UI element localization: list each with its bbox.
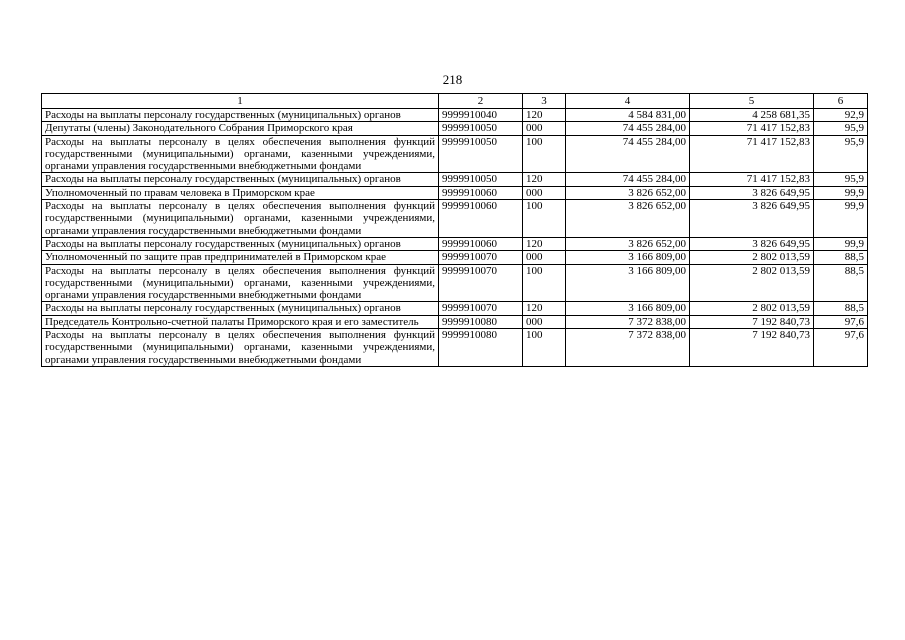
table-row — [42, 264, 868, 302]
row-type-cell: 000 — [523, 186, 566, 199]
header-cell: 3 — [523, 94, 566, 109]
row-fact-cell: 2 802 013,59 — [690, 302, 814, 315]
row-type-cell: 100 — [523, 329, 566, 367]
table-row — [42, 237, 868, 250]
row-fact-cell: 2 802 013,59 — [690, 251, 814, 264]
table-row — [42, 315, 868, 328]
row-code-cell: 9999910070 — [439, 264, 523, 302]
row-code-cell: 9999910040 — [439, 109, 523, 122]
row-type-cell: 000 — [523, 315, 566, 328]
row-plan-cell: 3 826 652,00 — [566, 237, 690, 250]
header-cell: 1 — [42, 94, 439, 109]
header-cell: 4 — [566, 94, 690, 109]
row-code-cell: 9999910050 — [439, 122, 523, 135]
row-code-cell: 9999910080 — [439, 329, 523, 367]
row-name-cell: Расходы на выплаты персоналу в целях обеспечения выполнения функций государственными (муниципальными) органами, казенными учреждениями, органами управления государственными внебюджетными фондами — [42, 200, 439, 238]
row-name-cell: Расходы на выплаты персоналу в целях обеспечения выполнения функций государственными (муниципальными) органами, казенными учреждениями, органами управления государственными внебюджетными фондами — [42, 264, 439, 302]
row-percent-cell: 92,9 — [814, 109, 868, 122]
row-name-cell: Расходы на выплаты персоналу государственных (муниципальных) органов — [42, 302, 439, 315]
row-percent-cell: 88,5 — [814, 302, 868, 315]
row-percent-cell: 99,9 — [814, 200, 868, 238]
table-row — [42, 173, 868, 186]
table-row — [42, 329, 868, 367]
row-name-cell: Уполномоченный по защите прав предпринимателей в Приморском крае — [42, 251, 439, 264]
row-code-cell: 9999910070 — [439, 302, 523, 315]
table-row — [42, 122, 868, 135]
row-type-cell: 100 — [523, 264, 566, 302]
row-percent-cell: 99,9 — [814, 186, 868, 199]
row-plan-cell: 3 166 809,00 — [566, 302, 690, 315]
row-type-cell: 120 — [523, 109, 566, 122]
row-type-cell: 000 — [523, 122, 566, 135]
row-fact-cell: 3 826 649,95 — [690, 200, 814, 238]
row-code-cell: 9999910060 — [439, 186, 523, 199]
row-code-cell: 9999910070 — [439, 251, 523, 264]
row-name-cell: Расходы на выплаты персоналу государственных (муниципальных) органов — [42, 237, 439, 250]
row-percent-cell: 99,9 — [814, 237, 868, 250]
row-fact-cell: 4 258 681,35 — [690, 109, 814, 122]
row-name-cell: Уполномоченный по правам человека в Приморском крае — [42, 186, 439, 199]
row-type-cell: 100 — [523, 135, 566, 173]
table-row — [42, 200, 868, 238]
row-plan-cell: 3 826 652,00 — [566, 186, 690, 199]
row-percent-cell: 88,5 — [814, 264, 868, 302]
row-code-cell: 9999910080 — [439, 315, 523, 328]
row-fact-cell: 3 826 649,95 — [690, 186, 814, 199]
row-code-cell: 9999910060 — [439, 200, 523, 238]
header-cell: 2 — [439, 94, 523, 109]
table-row — [42, 302, 868, 315]
row-name-cell: Расходы на выплаты персоналу в целях обеспечения выполнения функций государственными (муниципальными) органами, казенными учреждениями, органами управления государственными внебюджетными фондами — [42, 135, 439, 173]
row-type-cell: 000 — [523, 251, 566, 264]
row-percent-cell: 97,6 — [814, 329, 868, 367]
row-percent-cell: 88,5 — [814, 251, 868, 264]
row-fact-cell: 71 417 152,83 — [690, 173, 814, 186]
table-row — [42, 135, 868, 173]
row-name-cell: Расходы на выплаты персоналу государственных (муниципальных) органов — [42, 173, 439, 186]
row-type-cell: 120 — [523, 173, 566, 186]
row-plan-cell: 74 455 284,00 — [566, 122, 690, 135]
page-number: 218 — [442, 72, 463, 87]
row-code-cell: 9999910050 — [439, 173, 523, 186]
row-percent-cell: 95,9 — [814, 122, 868, 135]
row-fact-cell: 2 802 013,59 — [690, 264, 814, 302]
row-fact-cell: 3 826 649,95 — [690, 237, 814, 250]
header-cell: 6 — [814, 94, 868, 109]
row-code-cell: 9999910050 — [439, 135, 523, 173]
budget-table — [41, 93, 868, 367]
row-percent-cell: 97,6 — [814, 315, 868, 328]
row-type-cell: 120 — [523, 237, 566, 250]
row-percent-cell: 95,9 — [814, 173, 868, 186]
row-plan-cell: 74 455 284,00 — [566, 173, 690, 186]
table-row — [42, 109, 868, 122]
row-fact-cell: 71 417 152,83 — [690, 135, 814, 173]
row-name-cell: Депутаты (члены) Законодательного Собрания Приморского края — [42, 122, 439, 135]
row-plan-cell: 3 826 652,00 — [566, 200, 690, 238]
row-plan-cell: 74 455 284,00 — [566, 135, 690, 173]
row-name-cell: Расходы на выплаты персоналу государственных (муниципальных) органов — [42, 109, 439, 122]
row-plan-cell: 4 584 831,00 — [566, 109, 690, 122]
row-percent-cell: 95,9 — [814, 135, 868, 173]
row-name-cell: Председатель Контрольно-счетной палаты Приморского края и его заместитель — [42, 315, 439, 328]
row-plan-cell: 3 166 809,00 — [566, 264, 690, 302]
row-fact-cell: 7 192 840,73 — [690, 329, 814, 367]
row-fact-cell: 71 417 152,83 — [690, 122, 814, 135]
row-plan-cell: 7 372 838,00 — [566, 329, 690, 367]
row-type-cell: 120 — [523, 302, 566, 315]
table-header-row — [42, 94, 868, 109]
row-fact-cell: 7 192 840,73 — [690, 315, 814, 328]
row-code-cell: 9999910060 — [439, 237, 523, 250]
table-row — [42, 251, 868, 264]
table-row — [42, 186, 868, 199]
row-plan-cell: 7 372 838,00 — [566, 315, 690, 328]
row-name-cell: Расходы на выплаты персоналу в целях обеспечения выполнения функций государственными (муниципальными) органами, казенными учреждениями, органами управления государственными внебюджетными фондами — [42, 329, 439, 367]
table-body — [42, 109, 868, 367]
row-plan-cell: 3 166 809,00 — [566, 251, 690, 264]
header-cell: 5 — [690, 94, 814, 109]
row-type-cell: 100 — [523, 200, 566, 238]
